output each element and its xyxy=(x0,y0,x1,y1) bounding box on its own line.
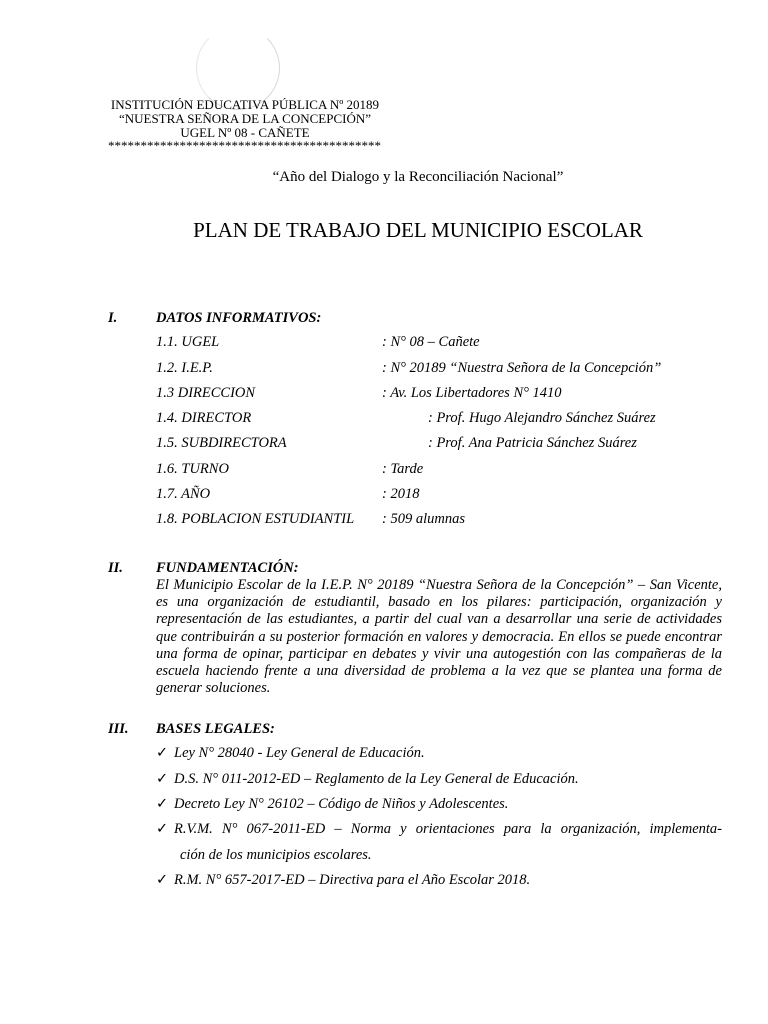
year-motto: “Año del Dialogo y la Reconciliación Nacional” xyxy=(272,169,564,185)
checkmark-icon: ✓ xyxy=(156,771,169,787)
checkmark-icon: ✓ xyxy=(156,872,169,888)
section-1-title: DATOS INFORMATIVOS: xyxy=(156,310,322,326)
info-label-director: 1.4. DIRECTOR xyxy=(156,410,252,426)
header-separator: ****************************************** xyxy=(108,138,381,153)
section-3-title: BASES LEGALES: xyxy=(156,721,275,737)
institution-header xyxy=(108,98,382,140)
info-value-subdirectora: : Prof. Ana Patricia Sánchez Suárez xyxy=(428,435,637,451)
info-value-turno: : Tarde xyxy=(382,461,424,477)
info-label-ugel: 1.1. UGEL xyxy=(156,334,220,350)
law-item-text: R.V.M. N° 067-2011-ED – Norma y orientaciones para la organización, implementa- xyxy=(174,821,722,837)
law-item xyxy=(156,821,722,838)
info-value-director: : Prof. Hugo Alejandro Sánchez Suárez xyxy=(428,410,656,426)
info-value-iep: : N° 20189 “Nuestra Señora de la Concepción” xyxy=(382,360,662,376)
info-label-direccion: 1.3 DIRECCION xyxy=(156,385,256,401)
info-value-ugel: : N° 08 – Cañete xyxy=(382,334,480,350)
info-value-poblacion: : 509 alumnas xyxy=(382,511,465,527)
law-item xyxy=(156,771,579,788)
header-line-3: UGEL Nº 08 - CAÑETE xyxy=(180,125,310,140)
law-item-text: Ley N° 28040 - Ley General de Educación. xyxy=(174,745,425,761)
info-label-turno: 1.6. TURNO xyxy=(156,461,229,477)
section-3-number: III. xyxy=(108,721,129,737)
law-item-text: R.M. N° 657-2017-ED – Directiva para el Año Escolar 2018. xyxy=(174,872,531,888)
checkmark-icon: ✓ xyxy=(156,796,169,812)
info-label-poblacion: 1.8. POBLACION ESTUDIANTIL xyxy=(156,511,355,527)
info-value-anio: : 2018 xyxy=(382,486,420,502)
law-item xyxy=(156,872,530,889)
info-label-anio: 1.7. AÑO xyxy=(156,486,211,502)
section-2-title: FUNDAMENTACIÓN: xyxy=(156,560,299,576)
header-line-2: “NUESTRA SEÑORA DE LA CONCEPCIÓN” xyxy=(118,111,372,126)
header-line-1: INSTITUCIÓN EDUCATIVA PÚBLICA Nº 20189 xyxy=(110,97,380,112)
info-value-direccion: : Av. Los Libertadores N° 1410 xyxy=(382,385,562,401)
fundamentacion-paragraph: El Municipio Escolar de la I.E.P. N° 20189 “Nuestra Señora de la Concepción” – San Vicente, es una organización de estudiantil, basado en los pilares: participación, organización y representación de las estudiantes, a partir del cual van a desarrollar una serie de actividades que contribuirán a su posterior formación en valores y democracia. En ellos se puede encontrar una forma de opinar, participar en debates y vivir una autogestión con las compañeras de la escuela haciendo frente a una diversidad de problema a la vez que se plantea una forma de generar soluciones. xyxy=(156,577,722,697)
law-item xyxy=(156,796,508,813)
info-label-subdirectora: 1.5. SUBDIRECTORA xyxy=(156,435,287,451)
law-item-continuation: ción de los municipios escolares. xyxy=(180,847,372,863)
document-title: PLAN DE TRABAJO DEL MUNICIPIO ESCOLAR xyxy=(193,218,643,242)
section-2-number: II. xyxy=(108,560,123,576)
section-1-number: I. xyxy=(108,310,118,326)
checkmark-icon: ✓ xyxy=(156,821,169,837)
law-item-text: D.S. N° 011-2012-ED – Reglamento de la Ley General de Educación. xyxy=(174,771,579,787)
info-label-iep: 1.2. I.E.P. xyxy=(156,360,213,376)
checkmark-icon: ✓ xyxy=(156,745,169,761)
law-item xyxy=(156,745,425,762)
law-item-text: Decreto Ley N° 26102 – Código de Niños y Adolescentes. xyxy=(174,796,509,812)
